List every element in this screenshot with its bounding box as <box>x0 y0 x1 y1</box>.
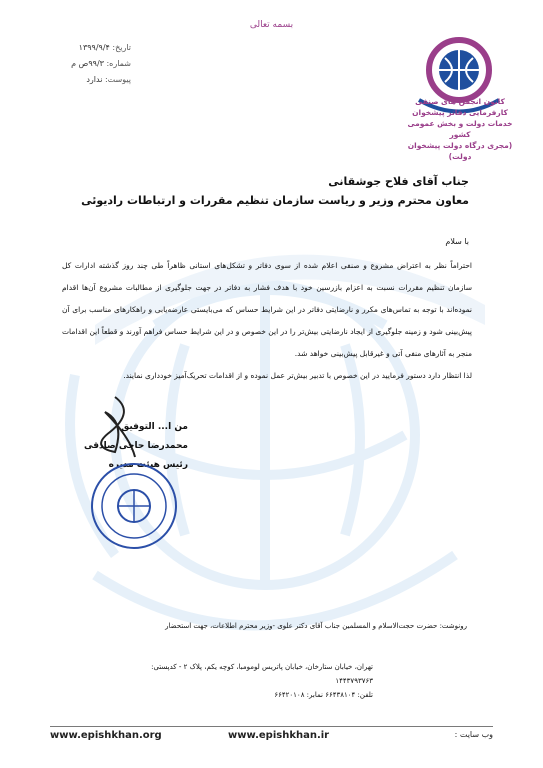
bismillah-heading: بسمه تعالی <box>249 20 294 30</box>
recipient-name: جناب آقای فلاح جوشقانی <box>328 175 469 188</box>
website-link-ir[interactable]: www.epishkhan.ir <box>228 730 330 741</box>
attachment-value: ندارد <box>86 75 103 84</box>
logo-caption <box>399 96 521 162</box>
logo-line-2: خدمات دولت و بخش عمومی کشور <box>407 119 513 139</box>
website-link-org[interactable]: www.epishkhan.org <box>50 730 162 741</box>
recipient-title: معاون محترم وزیر و ریاست سازمان تنظیم مقررات و ارتباطات رادیوئی <box>81 194 469 207</box>
date-value: ۱۳۹۹/۹/۴ <box>78 43 110 52</box>
signatory-title: رئیس هیئت مدیره <box>108 460 188 470</box>
carbon-copy <box>67 620 467 633</box>
body-paragraph: احتراماً نظر به اعتراض مشروع و صنفی اعلام شده از سوی دفاتر و تشکل‌های استانی ظاهراً طی چند روز گذشته ادارات کل سازمان تنظیم مقررات نسبت به اعزام بازرسین خود با هدف فشار به دفاتر در جهت جلوگیری از مطالبات مشروع آن‌ها اقدام نموده‌اند با توجه به تماس‌های مکرر و نارضایتی دفاتر در این شرایط حساس که می‌بایستی عارضه‌یابی و راهکارهای مناسب برای آن پیش‌بینی شود و زمینه جلوگیری از ایجاد نارضایتی بیش‌تر را در این خصوص و در این شرایط حساس فراهم آورند و قطعاً این اقدامات منجر به آثارهای منفی آتی و غیرقابل پیش‌بینی خواهد شد. <box>62 261 472 358</box>
letter-body <box>62 255 472 387</box>
body-closing: لذا انتظار دارد دستور فرمایید در این خصوص با تدبیر بیش‌تر عمل نموده و از اقدامات تحریک‌آمیز خودداری نمایند. <box>123 371 472 380</box>
letter-meta <box>46 40 131 88</box>
recipient-block <box>81 172 469 210</box>
cc-label: رونوشت: <box>439 622 467 630</box>
phone-line: تلفن: ۶۶۴۳۸۱۰۴ نمابر: ۶۶۴۲۰۱۰۸ <box>274 691 373 699</box>
greeting: با سلام <box>445 237 469 246</box>
number-label: شماره: <box>106 59 131 68</box>
date-label: تاریخ: <box>112 43 131 52</box>
date-row <box>46 40 131 56</box>
address-block <box>143 660 373 702</box>
attachment-row <box>46 72 131 88</box>
number-value: ۹۹/۳ص م <box>71 59 104 68</box>
footer-divider <box>50 726 493 727</box>
website-label: وب سایت : <box>454 730 493 739</box>
address-line: تهران، خیابان ستارخان، خیابان پاتریس لومومبا، کوچه یکم، پلاک ۲ - کدپستی: ۱۴۴۳۷۹۳۷۶۳ <box>151 663 373 685</box>
cc-text: حضرت حجت‌الاسلام و المسلمین جناب آقای دکتر علوی -وزیر محترم اطلاعات، جهت استحضار <box>165 622 438 630</box>
signature-line-1: من ا... التوفیق <box>121 422 188 432</box>
attachment-label: پیوست: <box>104 75 131 84</box>
logo-line-1: کانون انجمن های صنفی کارفرمایی دفاتر پیشخوان <box>412 97 508 117</box>
number-row <box>46 56 131 72</box>
blue-stamp-seal <box>88 460 180 552</box>
footer <box>50 730 493 744</box>
logo-line-3: (مجری درگاه دولت پیشخوان دولت) <box>407 141 513 161</box>
signatory-name: محمدرضا حاجی صادقی <box>84 441 188 451</box>
